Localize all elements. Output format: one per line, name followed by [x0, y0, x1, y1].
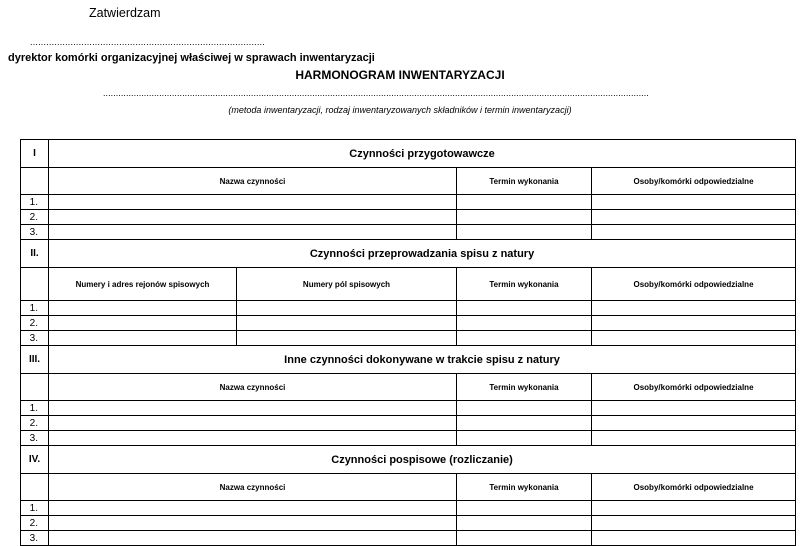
- column-header: Termin wykonania: [457, 168, 592, 195]
- input-cell[interactable]: [592, 401, 796, 416]
- input-cell[interactable]: [592, 501, 796, 516]
- table-row: [21, 195, 796, 210]
- input-cell[interactable]: [592, 301, 796, 316]
- column-header: Termin wykonania: [457, 374, 592, 401]
- input-cell[interactable]: [592, 316, 796, 331]
- input-cell[interactable]: [49, 401, 457, 416]
- row-number: 2.: [21, 316, 49, 331]
- section-4-columns: [21, 474, 796, 501]
- column-header: Nazwa czynności: [49, 474, 457, 501]
- row-number: 2.: [21, 210, 49, 225]
- input-cell[interactable]: [457, 316, 592, 331]
- empty-cell: [21, 374, 49, 401]
- row-number: 1.: [21, 301, 49, 316]
- section-number: IV.: [21, 446, 49, 474]
- column-header: Numery i adres rejonów spisowych: [49, 268, 237, 301]
- director-caption: dyrektor komórki organizacyjnej właściwej w sprawach inwentaryzacji: [8, 52, 375, 64]
- table-row: [21, 301, 796, 316]
- input-cell[interactable]: [457, 331, 592, 346]
- row-number: 3.: [21, 431, 49, 446]
- section-title: Czynności przygotowawcze: [49, 140, 796, 168]
- input-cell[interactable]: [237, 316, 457, 331]
- input-cell[interactable]: [592, 531, 796, 546]
- input-cell[interactable]: [457, 501, 592, 516]
- input-cell[interactable]: [49, 416, 457, 431]
- input-cell[interactable]: [457, 531, 592, 546]
- method-line: ......................................................................................................................................................................................................................: [103, 88, 649, 98]
- row-number: 3.: [21, 225, 49, 240]
- input-cell[interactable]: [237, 331, 457, 346]
- signature-line: .......................................................................................: [30, 37, 265, 47]
- empty-cell: [21, 268, 49, 301]
- row-number: 2.: [21, 416, 49, 431]
- section-1-header: [21, 140, 796, 168]
- input-cell[interactable]: [457, 301, 592, 316]
- document-title: HARMONOGRAM INWENTARYZACJI: [295, 68, 505, 82]
- table-row: [21, 516, 796, 531]
- column-header: Nazwa czynności: [49, 374, 457, 401]
- section-title: Czynności pospisowe (rozliczanie): [49, 446, 796, 474]
- input-cell[interactable]: [592, 516, 796, 531]
- row-number: 1.: [21, 501, 49, 516]
- input-cell[interactable]: [49, 331, 237, 346]
- approval-label: Zatwierdzam: [89, 6, 161, 20]
- table-row: [21, 210, 796, 225]
- input-cell[interactable]: [457, 225, 592, 240]
- input-cell[interactable]: [237, 301, 457, 316]
- input-cell[interactable]: [592, 431, 796, 446]
- input-cell[interactable]: [592, 210, 796, 225]
- column-header: Numery pól spisowych: [237, 268, 457, 301]
- section-number: II.: [21, 240, 49, 268]
- column-header: Osoby/komórki odpowiedzialne: [592, 168, 796, 195]
- input-cell[interactable]: [457, 210, 592, 225]
- section-title: Czynności przeprowadzania spisu z natury: [49, 240, 796, 268]
- input-cell[interactable]: [49, 516, 457, 531]
- column-header: Osoby/komórki odpowiedzialne: [592, 474, 796, 501]
- empty-cell: [21, 168, 49, 195]
- section-title: Inne czynności dokonywane w trakcie spisu z natury: [49, 346, 796, 374]
- table-row: [21, 225, 796, 240]
- section-number: I: [21, 140, 49, 168]
- section-1-columns: [21, 168, 796, 195]
- table-row: [21, 501, 796, 516]
- schedule-table: [20, 139, 795, 546]
- table-row: [21, 416, 796, 431]
- input-cell[interactable]: [49, 225, 457, 240]
- method-hint: (metoda inwentaryzacji, rodzaj inwentaryzowanych składników i termin inwentaryzacji): [228, 105, 572, 115]
- section-4-header: [21, 446, 796, 474]
- row-number: 3.: [21, 531, 49, 546]
- row-number: 3.: [21, 331, 49, 346]
- input-cell[interactable]: [49, 210, 457, 225]
- column-header: Nazwa czynności: [49, 168, 457, 195]
- input-cell[interactable]: [49, 531, 457, 546]
- row-number: 2.: [21, 516, 49, 531]
- input-cell[interactable]: [457, 516, 592, 531]
- input-cell[interactable]: [592, 225, 796, 240]
- section-number: III.: [21, 346, 49, 374]
- section-3-header: [21, 346, 796, 374]
- input-cell[interactable]: [49, 195, 457, 210]
- input-cell[interactable]: [457, 195, 592, 210]
- column-header: Termin wykonania: [457, 268, 592, 301]
- input-cell[interactable]: [592, 331, 796, 346]
- column-header: Osoby/komórki odpowiedzialne: [592, 268, 796, 301]
- input-cell[interactable]: [49, 431, 457, 446]
- row-number: 1.: [21, 195, 49, 210]
- input-cell[interactable]: [457, 416, 592, 431]
- table-row: [21, 331, 796, 346]
- section-2-columns: [21, 268, 796, 301]
- input-cell[interactable]: [49, 316, 237, 331]
- input-cell[interactable]: [457, 401, 592, 416]
- row-number: 1.: [21, 401, 49, 416]
- section-3-columns: [21, 374, 796, 401]
- table-row: [21, 316, 796, 331]
- table-row: [21, 401, 796, 416]
- input-cell[interactable]: [592, 195, 796, 210]
- table-row: [21, 531, 796, 546]
- input-cell[interactable]: [49, 301, 237, 316]
- section-2-header: [21, 240, 796, 268]
- input-cell[interactable]: [49, 501, 457, 516]
- column-header: Termin wykonania: [457, 474, 592, 501]
- input-cell[interactable]: [592, 416, 796, 431]
- table-row: [21, 431, 796, 446]
- input-cell[interactable]: [457, 431, 592, 446]
- empty-cell: [21, 474, 49, 501]
- column-header: Osoby/komórki odpowiedzialne: [592, 374, 796, 401]
